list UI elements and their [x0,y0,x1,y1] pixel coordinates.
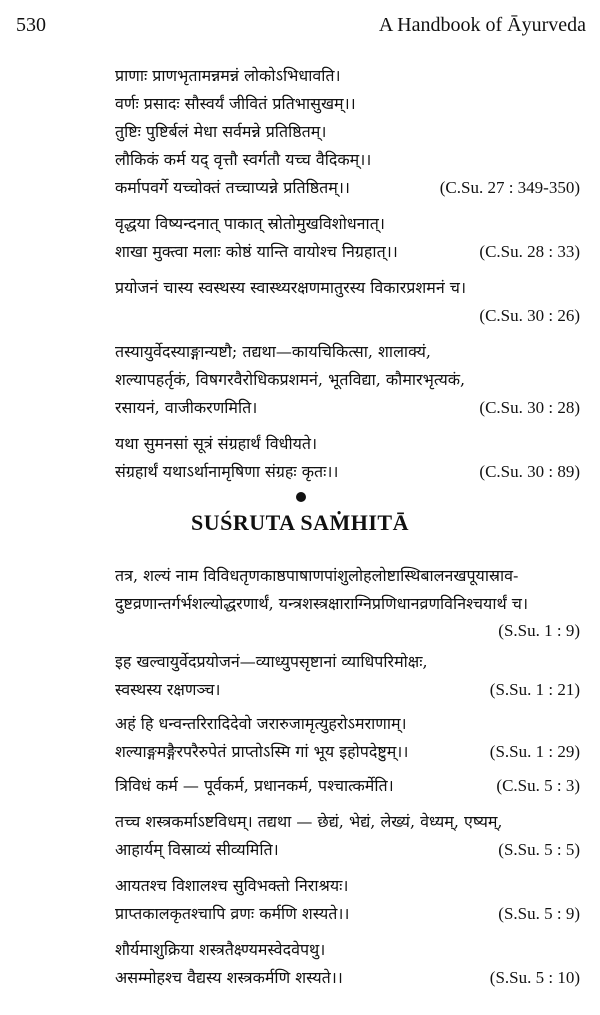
verse-reference: (C.Su. 27 : 349-350) [439,178,580,197]
section-heading: SUŚRUTA SAṀHITĀ [191,510,409,535]
verse-line: तत्र, शल्यं नाम विविधतृणकाष्ठपाषाणपांशुलोहलोष्टास्थिबालनखपूयास्राव- [115,566,519,585]
verse-line: वृद्धया विष्यन्दनात् पाकात् स्रोतोमुखविशोधनात्। [115,214,385,233]
verse-line: प्राप्तकालकृतश्चापि व्रणः कर्मणि शस्यते।। (S.Su. 5 : 9) [115,900,580,928]
verse-reference: (S.Su. 1 : 9) [498,621,580,640]
verse-line: शल्यापहर्तृकं, विषगरवैरोधिकप्रशमनं, भूतविद्या, कौमारभृत्यकं, [115,370,466,389]
verse-reference: (C.Su. 5 : 3) [496,776,580,795]
page-header [16,14,586,42]
verse-reference: (S.Su. 5 : 9) [498,904,580,923]
reference-line [115,302,580,330]
verse-line: प्राणाः प्राणभृतामन्नमन्नं लोकोऽभिधावति। [115,66,341,85]
section-divider-bullet [296,492,306,502]
verse-line: अहं हि धन्वन्तरिरादिदेवो जरारुजामृत्युहरोऽमराणाम्। [115,714,407,733]
verse-line: आहार्यम् विस्राव्यं सीव्यमिति। (S.Su. 5 : 5) [115,836,580,864]
verse-line: संग्रहार्थं यथाऽर्थानामृषिणा संग्रहः कृतः।। (C.Su. 30 : 89) [115,458,580,486]
verse-line: शौर्यमाशुक्रिया शस्त्रतैक्ष्ण्यमस्वेदवेपथु। [115,940,326,959]
verse-reference: (S.Su. 1 : 21) [489,680,580,699]
verse-line: प्रयोजनं चास्य स्वस्थस्य स्वास्थ्यरक्षणमातुरस्य विकारप्रशमनं च। [115,278,467,297]
verse-line: शाखा मुक्त्वा मलाः कोष्ठं यान्ति वायोश्च निग्रहात्।। (C.Su. 28 : 33) [115,238,580,266]
verse-line: असम्मोहश्च वैद्यस्य शस्त्रकर्मणि शस्यते।। (S.Su. 5 : 10) [115,964,580,992]
verse-line: तुष्टिः पुष्टिर्बलं मेधा सर्वमन्ने प्रतिष्ठितम्। [115,122,327,141]
verse-line: तस्यायुर्वेदस्याङ्गान्यष्टौ; तद्यथा—कायचिकित्सा, शालाक्यं, [115,342,431,361]
verse-line: त्रिविधं कर्म — पूर्वकर्म, प्रधानकर्म, पश्चात्कर्मेति। (C.Su. 5 : 3) [115,772,580,800]
verse-reference: (S.Su. 1 : 29) [489,742,580,761]
page-number: 530 [16,14,46,36]
verse-line: वर्णः प्रसादः सौस्वर्यं जीवितं प्रतिभासुखम्।। [115,94,356,113]
reference-line [115,617,580,645]
verse-line: रसायनं, वाजीकरणमिति। (C.Su. 30 : 28) [115,394,580,422]
verse-reference: (S.Su. 5 : 5) [498,840,580,859]
verse-reference: (C.Su. 30 : 89) [479,462,580,481]
verse-line: आयतश्च विशालश्च सुविभक्तो निराश्रयः। [115,876,349,895]
verse-reference: (C.Su. 30 : 26) [479,306,580,325]
verse-line: शल्याङ्गमङ्गैरपरैरुपेतं प्राप्तोऽस्मि गां भूय इहोपदेष्टुम्।। (S.Su. 1 : 29) [115,738,580,766]
verse-line: स्वस्थस्य रक्षणञ्च। (S.Su. 1 : 21) [115,676,580,704]
verse-line: इह खल्वायुर्वेदप्रयोजनं—व्याध्युपसृष्टानां व्याधिपरिमोक्षः, [115,652,428,671]
running-title: A Handbook of Āyurveda [378,14,586,36]
verse-reference: (C.Su. 28 : 33) [479,242,580,261]
verse-reference: (C.Su. 30 : 28) [479,398,580,417]
verse-line: दुष्टव्रणान्तर्गर्भशल्योद्धरणार्थं, यन्त्रशस्त्रक्षाराग्निप्रणिधानव्रणविनिश्चयार्थं च। [115,594,529,613]
verse-reference: (S.Su. 5 : 10) [489,968,580,987]
verse-line: यथा सुमनसां सूत्रं संग्रहार्थं विधीयते। [115,434,318,453]
verse-line: लौकिकं कर्म यद् वृत्तौ स्वर्गतौ यच्च वैदिकम्।। [115,150,372,169]
verse-line: तच्च शस्त्रकर्माऽष्टविधम्। तद्यथा — छेद्यं, भेद्यं, लेख्यं, वेध्यम्, एष्यम्, [115,812,503,831]
verse-line: कर्मापवर्गे यच्चोक्तं तच्चाप्यन्ने प्रतिष्ठितम्।। (C.Su. 27 : 349-350) [115,174,580,202]
